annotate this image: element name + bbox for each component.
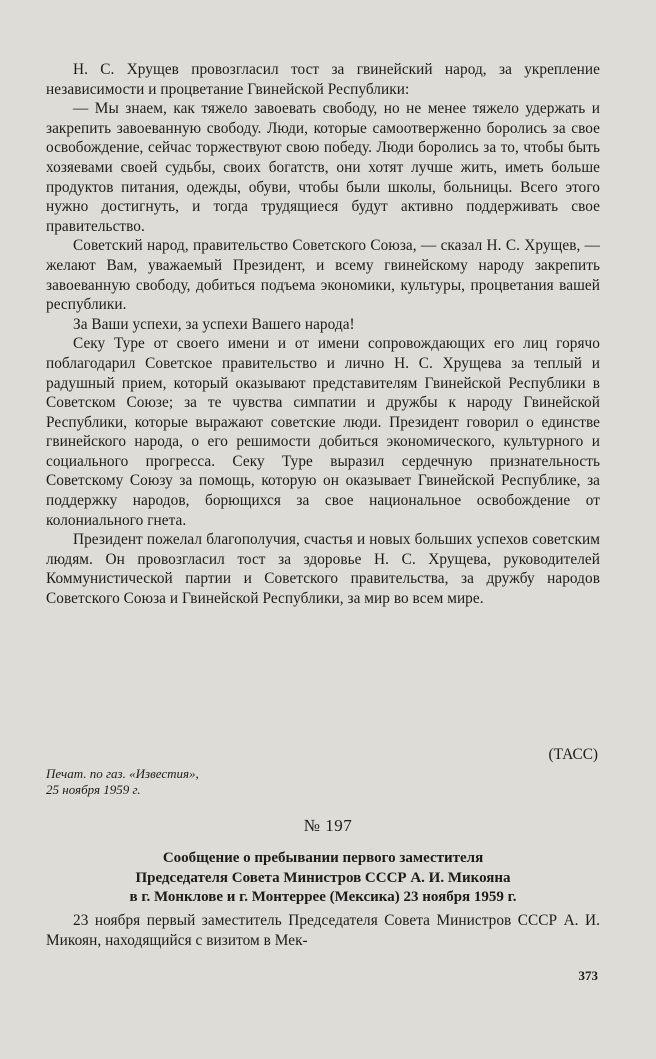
paragraph-toast-success: За Ваши успехи, за успехи Вашего народа!	[73, 315, 355, 333]
source-note	[46, 766, 199, 798]
page-number: 373	[578, 968, 598, 983]
body-text-top	[46, 60, 600, 609]
paragraph-mikoyan-visit: 23 ноября первый заместитель Председателя Совета Министров СССР А. И. Микоян, находящийся с визитом в Мек-	[46, 912, 600, 949]
paragraph-sekou-toure-thanks: Секу Туре от своего имени и от имени сопровождающих его лиц горячо поблагодарил Советское правительство и лично Н. С. Хрущева за теплый и радушный прием, который оказывают представителям Гвинейской Республики в Советском Союзе; за те чувства симпатии и дружбы к народу Гвинейской Республики, которые выражают советские люди. Президент говорил о единстве гвинейского народа, о его решимости добиться экономического, культурного и социального прогресса. Секу Туре выразил сердечную признательность Советскому Союзу за помощь, которую он оказывает Гвинейской Республике, за поддержку народов, борющихся за свое национальное освобождение от колониального гнета.	[46, 335, 600, 529]
source-note-line-2: 25 ноября 1959 г.	[46, 782, 141, 797]
signature-tass: (ТАСС)	[548, 746, 598, 763]
paragraph-soviet-wishes: Советский народ, правительство Советского Союза, — сказал Н. С. Хрущев, — желают Вам, уважаемый Президент, и всему гвинейскому народу закрепить завоеванную свободу, добиться подъема экономики, культуры, процветания вашей республики.	[46, 237, 600, 314]
document-number: № 197	[303, 816, 353, 835]
heading-line-1: Сообщение о пребывании первого заместителя	[162, 850, 484, 866]
document-heading	[46, 849, 600, 908]
paragraph-toast-guinea: Н. С. Хрущев провозгласил тост за гвинейский народ, за укрепление независимости и процветание Гвинейской Республики:	[46, 61, 600, 98]
heading-line-2: Председателя Совета Министров СССР А. И. Микояна	[135, 869, 511, 886]
paragraph-president-toast: Президент пожелал благополучия, счастья и новых больших успехов советским людям. Он провозгласил тост за здоровье Н. С. Хрущева, руководителей Коммунистической партии и Советского правительства, за дружбу народов Советского Союза и Гвинейской Республики, за мир во всем мире.	[46, 531, 600, 608]
paragraph-khrushchev-speech: — Мы знаем, как тяжело завоевать свободу, но не менее тяжело удержать и закрепить завоеванную свободу. Люди, которые самоотверженно боролись за свое освобождение, сейчас торжествуют свою победу. Люди боролись за то, чтобы быть хозяевами своей судьбы, своих богатств, они хотят лучше жить, иметь больше продуктов питания, одежды, обуви, чтобы были школы, больницы. Всего этого нужно достигнуть, и тогда трудящиеся будут активно поддерживать свое правительство.	[46, 100, 600, 235]
source-note-line-1: Печат. по газ. «Известия»,	[46, 766, 199, 781]
body-text-bottom	[46, 911, 600, 950]
heading-line-3: в г. Монклове и г. Монтеррее (Мексика) 23 ноября 1959 г.	[129, 889, 517, 905]
